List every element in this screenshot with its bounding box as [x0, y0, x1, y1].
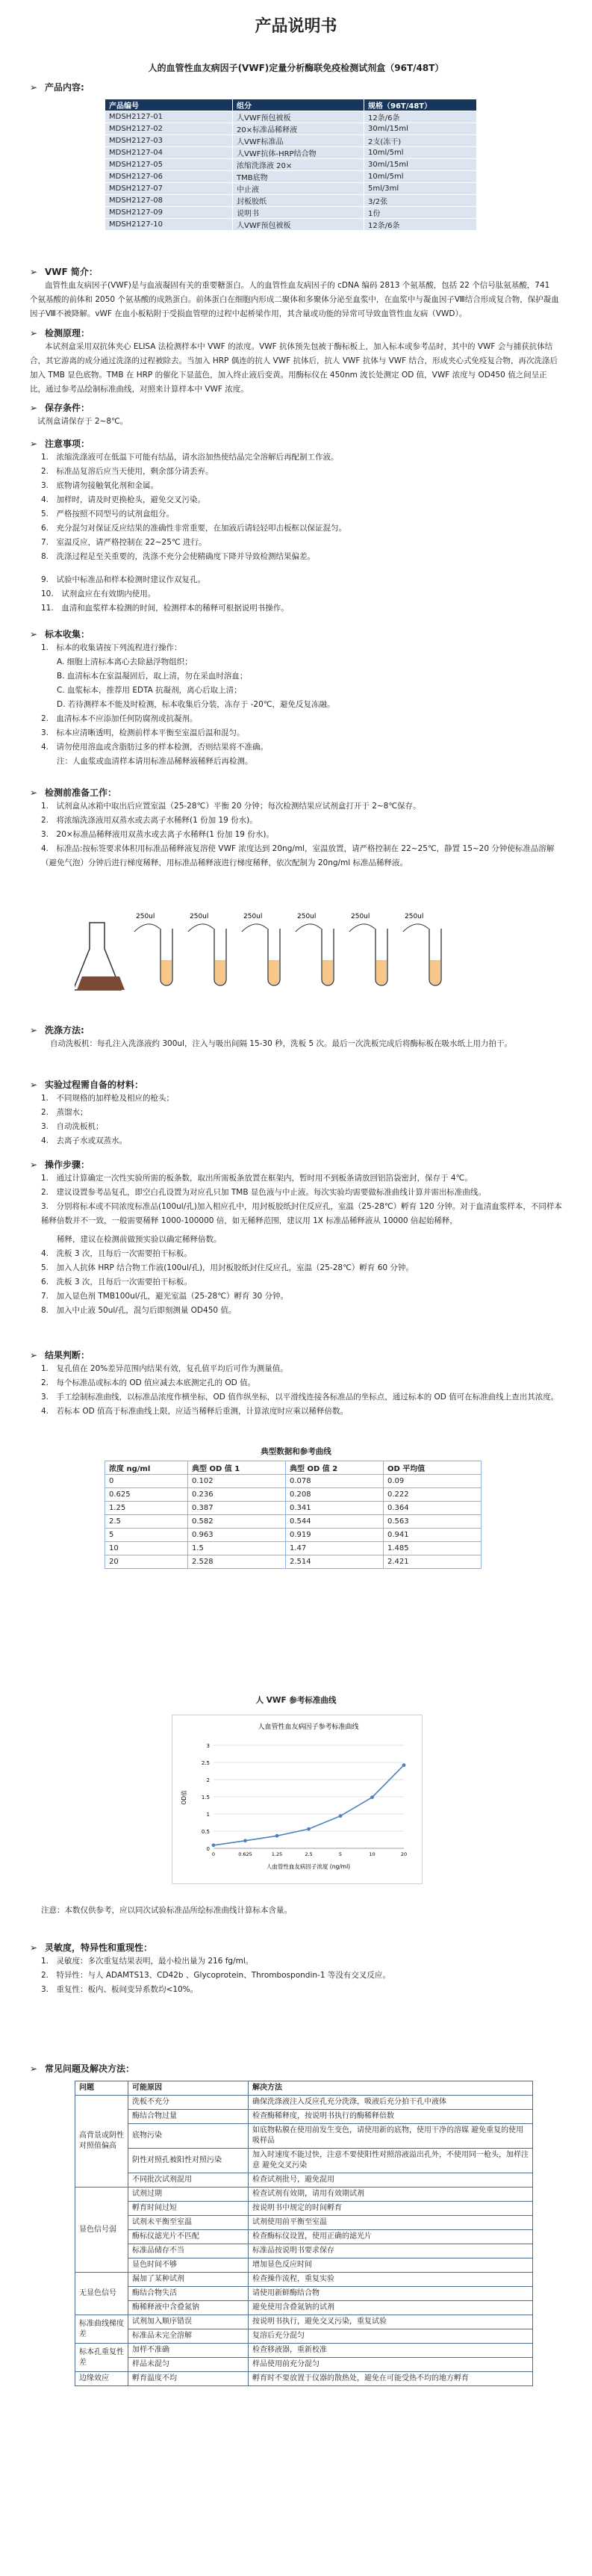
material-item: 3. 自动洗板机；: [41, 1122, 104, 1131]
std-table-cell: 0.341: [286, 1502, 384, 1515]
faq-table-row: [75, 2244, 533, 2258]
chart-y-tick: 2: [206, 1777, 210, 1783]
std-col-odavg: OD 平均值: [384, 1461, 482, 1475]
step-item: 7. 加入显色剂 TMB100ul/孔，避光室温（25-28℃）孵育 30 分钟。: [41, 1292, 289, 1301]
kit-table-row: [105, 147, 477, 159]
page-title: 产品说明书: [255, 17, 337, 36]
chart-caption: 人 VWF 参考标准曲线: [255, 1696, 337, 1705]
prep-item: 4. 标准品:按标签要求体积用标准品稀释液复溶使 VWF 浓度达到 20ng/ml，室温放置，请严格控制在 22~25℃，静置 15~20 分钟使标准品溶解（避免气泡）分钟后进行梯度稀释，用标准品稀释液进行梯度稀释，依次配制为 20ng/ml 标准品稀释液。: [41, 844, 555, 867]
std-table-cell: 0.387: [188, 1502, 286, 1515]
step-item: 4. 洗板 3 次，且每后一次需要拍干标板。: [41, 1249, 192, 1258]
faq-solution-cell: 按说明书执行，避免交叉污染，重复试验: [249, 2315, 533, 2329]
std-table-cell: 0.102: [188, 1475, 286, 1488]
kit-cell-id: MDSH2127-01: [105, 111, 233, 123]
section-sample-heading: ➢ 标本收集：: [30, 629, 90, 640]
std-table-cell: 1.25: [105, 1502, 188, 1515]
faq-table-row: [75, 2287, 533, 2301]
faq-table-row: [75, 2344, 533, 2358]
chart-y-tick: 3: [206, 1743, 210, 1749]
chart-title: 人血管性血友病因子参考标准曲线: [258, 1724, 359, 1731]
std-table-cell: 0.236: [188, 1488, 286, 1502]
arrow-icon: ➢: [30, 82, 38, 93]
chart-y-tick: 1.5: [201, 1795, 210, 1801]
faq-cause-cell: 酶结合物过量: [128, 2110, 249, 2124]
faq-solution-cell: 检查试剂批号，避免混用: [249, 2173, 533, 2188]
result-item: 3. 手工绘制标准曲线，以标准品浓度作横坐标，OD 值作纵坐标，以平滑线连接各标准品的坐标点，通过标本的 OD 值可在标准曲线上查出其浓度。: [41, 1393, 559, 1402]
faq-solution-cell: 请使用新鲜酶结合物: [249, 2287, 533, 2301]
faq-solution-cell: 增加显色反应时间: [249, 2258, 533, 2273]
chart-data-point: [212, 1843, 216, 1847]
kit-cell-component: 人VWF标准品: [233, 135, 364, 147]
std-table-cell: 0.941: [384, 1529, 482, 1542]
std-table-cell: 2.514: [286, 1555, 384, 1569]
transfer-arrow-icon: [403, 924, 429, 932]
faq-problem-cell: 高背景或阴性对照值偏高: [75, 2096, 128, 2188]
chart-x-tick: 1.25: [271, 1851, 283, 1857]
kit-cell-id: MDSH2127-10: [105, 219, 233, 231]
kit-cell-spec: 5ml/3ml: [364, 183, 477, 195]
faq-problem-cell: 无显色信号: [75, 2273, 128, 2315]
chart-data-point: [275, 1834, 279, 1838]
faq-table-row: [75, 2173, 533, 2188]
kit-cell-spec: 10ml/5ml: [364, 147, 477, 159]
chart-y-tick: 1: [206, 1812, 210, 1818]
std-table-cell: 0.222: [384, 1488, 482, 1502]
note-item: 8. 洗涤过程是至关重要的，洗涤不充分会使精确度下降并导致检测结果偏差。: [41, 552, 316, 561]
faq-solution-cell: 检查试剂有效期，请用有效期试剂: [249, 2188, 533, 2202]
section-principle-heading: ➢ 检测原理：: [30, 328, 90, 338]
std-table-cell: 2.5: [105, 1515, 188, 1529]
sample-item: 3. 标本应清晰透明，检测前样本平衡至室温后温和混匀。: [41, 728, 245, 737]
test-tube-icon: [376, 929, 387, 985]
step-item: 1. 通过计算确定一次性实验所需的板条数，取出所需板条放置在框架内，暂时用不到板条请放回铝箔袋密封，保存于 4℃。: [41, 1174, 473, 1183]
faq-table-wrap: [75, 2081, 533, 2386]
material-item: 2. 蒸馏水；: [41, 1108, 88, 1117]
kit-cell-spec: 12条/6条: [364, 219, 477, 231]
faq-problem-cell: 边缘效应: [75, 2372, 128, 2386]
kit-table-row: [105, 123, 477, 135]
faq-table-row: [75, 2096, 533, 2110]
kit-cell-component: 说明书: [233, 207, 364, 219]
kit-table-row: [105, 195, 477, 207]
std-table-cell: 0: [105, 1475, 188, 1488]
std-table-cell: 0.582: [188, 1515, 286, 1529]
transfer-volume-label: 250ul: [136, 913, 155, 920]
std-table-cell: 0.208: [286, 1488, 384, 1502]
chart-x-tick: 10: [369, 1851, 376, 1857]
kit-cell-id: MDSH2127-09: [105, 207, 233, 219]
transfer-arrow-icon: [296, 924, 321, 932]
arrow-icon: ➢: [30, 403, 38, 413]
faq-table-row: [75, 2188, 533, 2202]
transfer-volume-label: 250ul: [405, 913, 424, 920]
note-item: 10. 试剂盒应在有效期内使用。: [41, 589, 156, 598]
std-table-row: [105, 1515, 482, 1529]
performance-item: 3. 重复性：板内、板间变异系数均<10%。: [41, 1985, 199, 1994]
std-table-cell: 20: [105, 1555, 188, 1569]
kit-table-row: [105, 111, 477, 123]
faq-cause-cell: 试剂加入顺序错误: [128, 2315, 249, 2329]
sample-item: 2. 血清标本不应添加任何防腐剂或抗凝剂。: [41, 714, 198, 723]
std-table-cell: 0.625: [105, 1488, 188, 1502]
transfer-arrow-icon: [349, 924, 375, 932]
faq-cause-cell: 试剂未平衡至室温: [128, 2216, 249, 2230]
faq-cause-cell: 显色时间不够: [128, 2258, 249, 2273]
section-performance-heading: ➢ 灵敏度，特异性和重现性：: [30, 1942, 153, 1953]
std-table-cell: 0.364: [384, 1502, 482, 1515]
faq-cause-cell: 加样不准确: [128, 2344, 249, 2358]
faq-cause-cell: 标准品储存不当: [128, 2244, 249, 2258]
faq-problem-cell: 标本孔重复性差: [75, 2344, 128, 2372]
step-item: 5. 加入人抗体 HRP 结合物工作液(100ul/孔)，用封板胶纸封住反应孔，室温（25-28℃）孵育 60 分钟。: [41, 1263, 414, 1272]
chart-x-tick: 5: [338, 1851, 343, 1857]
chart-x-tick: 0: [211, 1851, 216, 1857]
faq-solution-cell: 复溶后充分混匀: [249, 2329, 533, 2344]
faq-solution-cell: 样品使用前充分混匀: [249, 2358, 533, 2372]
transfer-arrow-icon: [242, 924, 267, 932]
faq-solution-cell: 检查酶标仪设置，使用正确的滤光片: [249, 2230, 533, 2244]
kit-cell-spec: 12条/6条: [364, 111, 477, 123]
faq-table-row: [75, 2202, 533, 2216]
std-table-wrap: [105, 1461, 482, 1569]
sample-item: 4. 请勿使用溶血或含脂肪过多的样本检测，否则结果将不准确。: [41, 743, 269, 752]
arrow-icon: ➢: [30, 1159, 38, 1170]
std-table-row: [105, 1529, 482, 1542]
chart-series-line: [214, 1765, 404, 1845]
std-table-cell: 2.421: [384, 1555, 482, 1569]
kit-table-row: [105, 159, 477, 171]
kit-cell-component: 20×标准品稀释液: [233, 123, 364, 135]
transfer-volume-label: 250ul: [243, 913, 263, 920]
std-table-row: [105, 1502, 482, 1515]
note-item: 3. 底物请勿接触氧化剂和金属。: [41, 481, 159, 490]
kit-cell-spec: 1份: [364, 207, 477, 219]
std-table-cell: 0.09: [384, 1475, 482, 1488]
standard-curve-chart: [172, 1715, 423, 1884]
kit-cell-component: 中止液: [233, 183, 364, 195]
faq-cause-cell: 阴性对照孔被阳性对照污染: [128, 2149, 249, 2173]
faq-solution-cell: 试剂使用前平衡至室温: [249, 2216, 533, 2230]
faq-cause-cell: 底物污染: [128, 2124, 249, 2149]
kit-cell-component: 浓缩洗涤液 20×: [233, 159, 364, 171]
note-item: 1. 浓缩洗涤液可在低温下可能有结晶，请水浴加热使结晶完全溶解后再配制工作液。: [41, 453, 339, 462]
note-item: 6. 充分混匀对保证反应结果的准确性非常重要，在加液后请轻轻叩击板框以保证混匀。: [41, 524, 347, 533]
faq-solution-cell: 如底物粘膜在使用前发生变色，请使用新的底物，使用干净的溶媒 避免重复的使用 吸样品: [249, 2124, 533, 2149]
transfer-volume-label: 250ul: [351, 913, 370, 920]
faq-cause-cell: 酶稀释液中含叠氮钠: [128, 2301, 249, 2315]
faq-cause-cell: 孵育时间过短: [128, 2202, 249, 2216]
transfer-volume-label: 250ul: [190, 913, 209, 920]
std-col-od1: 典型 OD 值 1: [188, 1461, 286, 1475]
prep-list: [41, 799, 564, 870]
std-table-header: [105, 1461, 482, 1475]
faq-table-row: [75, 2301, 533, 2315]
performance-item: 1. 灵敏度：多次重复结果表明，最小检出量为 216 fg/ml。: [41, 1957, 254, 1966]
kit-cell-component: TMB底物: [233, 171, 364, 183]
kit-cell-spec: 30ml/15ml: [364, 159, 477, 171]
kit-col-component: 组分: [233, 99, 364, 111]
arrow-icon: ➢: [30, 1080, 38, 1090]
step-item: 6. 洗板 3 次，且每后一次需要拍干标板。: [41, 1278, 192, 1287]
faq-cause-cell: 标准品未完全溶解: [128, 2329, 249, 2344]
sample-list: [41, 641, 564, 769]
wash-text: 自动洗板机：每孔注入洗涤液约 300ul，注入与吸出间隔 15-30 秒，洗板 5 次。最后一次洗板完成后将酶标板在吸水纸上用力拍干。: [50, 1039, 512, 1048]
section-wash-heading: ➢ 洗涤方法:: [30, 1025, 84, 1035]
result-item: 4. 若标本 OD 值高于标准曲线上限，应适当稀释后重测，计算浓度时应乘以稀释倍数。: [41, 1407, 349, 1416]
test-tube-icon: [161, 929, 172, 985]
section-materials-heading: ➢ 实验过程需自备的材料：: [30, 1080, 144, 1090]
kit-cell-component: 人VWF抗体-HRP结合物: [233, 147, 364, 159]
storage-text: 试剂盒请保存于 2~8℃。: [37, 417, 128, 426]
kit-col-spec: 规格（96T/48T）: [364, 99, 477, 111]
chart-data-point: [307, 1827, 311, 1831]
chart-y-tick: 0.5: [201, 1829, 210, 1835]
faq-table-row: [75, 2110, 533, 2124]
faq-table-row: [75, 2358, 533, 2372]
chart-x-tick: 0.625: [238, 1851, 252, 1857]
chart-svg: [172, 1715, 422, 1883]
note-item: 9. 试验中标准品和样本检测时建议作双复孔。: [41, 575, 206, 584]
faq-table-header: [75, 2081, 533, 2096]
faq-col-problem: 问题: [75, 2081, 128, 2096]
std-table-cell: 0.919: [286, 1529, 384, 1542]
kit-cell-spec: 3/2张: [364, 195, 477, 207]
transfer-arrow-icon: [134, 924, 160, 932]
step-item: 稀释，建议在检测前做预实验以确定稀释倍数。: [41, 1235, 222, 1244]
prep-item: 3. 20×标准品稀释液用双蒸水或去离子水稀释(1 份加 19 份水)。: [41, 830, 274, 839]
faq-problem-cell: 显色信号弱: [75, 2188, 128, 2273]
kit-table-row: [105, 183, 477, 195]
transfer-volume-label: 250ul: [297, 913, 317, 920]
kit-cell-component: 封板胶纸: [233, 195, 364, 207]
std-col-od2: 典型 OD 值 2: [286, 1461, 384, 1475]
kit-cell-component: 人VWF预包被板: [233, 111, 364, 123]
note-item: 2. 标准品复溶后应当天使用，剩余部分请丢弃。: [41, 467, 214, 476]
sample-item: 1. 标本的收集请按下列流程进行操作：: [41, 643, 182, 652]
faq-solution-cell: 加入时速度不能过快，注意不要使阳性对照溶液溢出孔外，不使用同一枪头，加样注意 避免交叉污染: [249, 2149, 533, 2173]
test-tube-icon: [214, 929, 226, 985]
faq-table-row: [75, 2230, 533, 2244]
sample-item: A. 细胞上清标本离心去除悬浮物组织；: [41, 657, 193, 666]
faq-cause-cell: 孵育温度不均: [128, 2372, 249, 2386]
kit-cell-id: MDSH2127-08: [105, 195, 233, 207]
std-table-cell: 0.544: [286, 1515, 384, 1529]
prep-item: 1. 试剂盒从冰箱中取出后应置室温（25-28℃）平衡 20 分钟；每次检测结果应试剂盒打开于 2~8℃保存。: [41, 802, 421, 811]
note-item: 7. 室温反应，请严格控制在 22~25℃ 进行。: [41, 538, 207, 547]
vwf-intro-text: 血管性血友病因子(VWF)是与血液凝固有关的重要糖蛋白。人的血管性血友病因子的 cDNA 编码 2813 个氨基酸，包括 22 个信号肽氨基酸，741 个氨基酸的前体和 2050 个氨基酸的成熟蛋白。前体蛋白在细胞内形成二聚体和多聚体分泌至血浆中，在血浆中与凝血因子Ⅷ结合形成复合物，保护凝血因子Ⅷ不被降解。vWF 在血小板粘附于受损血管壁的过程中起桥梁作用，其含量或功能的异常可导致血管性血友病（VWD）。: [30, 281, 559, 318]
std-table-cell: 0.963: [188, 1529, 286, 1542]
arrow-icon: ➢: [30, 629, 38, 640]
arrow-icon: ➢: [30, 439, 38, 449]
kit-table-header: [105, 99, 477, 111]
sample-item: 注：人血浆或血清样本请用标准品稀释液稀释后再检测。: [41, 757, 253, 766]
kit-table-row: [105, 207, 477, 219]
step-item: 8. 加入中止液 50ul/孔，混匀后即刻测量 OD450 值。: [41, 1306, 237, 1315]
faq-cause-cell: 洗板不充分: [128, 2096, 249, 2110]
flask-icon: [75, 923, 125, 990]
kit-cell-id: MDSH2127-03: [105, 135, 233, 147]
chart-data-point: [243, 1839, 247, 1842]
kit-table-wrap: [105, 99, 477, 231]
std-table-row: [105, 1542, 482, 1555]
kit-cell-id: MDSH2127-02: [105, 123, 233, 135]
faq-solution-cell: 标准品按说明书要求保存: [249, 2244, 533, 2258]
test-tube-icon: [322, 929, 334, 985]
std-table-cell: 10: [105, 1542, 188, 1555]
faq-solution-cell: 按说明书中规定的时间孵育: [249, 2202, 533, 2216]
steps-list: [41, 1171, 564, 1318]
std-table-cell: 1.47: [286, 1542, 384, 1555]
faq-solution-cell: 检查酶稀释度，按说明书执行的酶稀释倍数: [249, 2110, 533, 2124]
std-table-caption: 典型数据和参考曲线: [261, 1447, 331, 1456]
result-list: [41, 1362, 564, 1419]
faq-table-row: [75, 2216, 533, 2230]
chart-data-point: [402, 1763, 406, 1767]
arrow-icon: ➢: [30, 267, 38, 277]
performance-item: 2. 特异性：与人 ADAMTS13、CD42b 、Glycoprotein、Thrombospondin-1 等没有交叉反应。: [41, 1971, 390, 1980]
chart-data-point: [370, 1795, 374, 1799]
test-tube-icon: [268, 929, 280, 985]
faq-solution-cell: 检查操作流程，重复实验: [249, 2273, 533, 2287]
arrow-icon: ➢: [30, 328, 38, 338]
note-item: 11. 血清和血浆样本检测的时间，检测样本的稀释可根据说明书操作。: [41, 604, 289, 613]
std-table-cell: 0.563: [384, 1515, 482, 1529]
dilution-diagram: [75, 908, 493, 1005]
faq-table-row: [75, 2258, 533, 2273]
kit-cell-spec: 30ml/15ml: [364, 123, 477, 135]
faq-table: [75, 2081, 533, 2386]
kit-table-row: [105, 171, 477, 183]
chart-x-label: 人血管性血友病因子浓度 (ng/ml): [266, 1863, 351, 1870]
kit-cell-spec: 10ml/5ml: [364, 171, 477, 183]
std-table-cell: 0.078: [286, 1475, 384, 1488]
page-subtitle: 人的血管性血友病因子(VWF)定量分析酶联免疫检测试剂盒（96T/48T）: [148, 63, 444, 73]
faq-cause-cell: 试剂过期: [128, 2188, 249, 2202]
arrow-icon: ➢: [30, 1025, 38, 1035]
note-item: 4. 加样时，请及时更换枪头，避免交叉污染。: [41, 495, 206, 504]
faq-table-row: [75, 2149, 533, 2173]
kit-cell-id: MDSH2127-07: [105, 183, 233, 195]
arrow-icon: ➢: [30, 787, 38, 798]
std-table-cell: 1.5: [188, 1542, 286, 1555]
material-item: 4. 去离子水或双蒸水。: [41, 1136, 128, 1145]
section-prep-heading: ➢ 检测前准备工作：: [30, 787, 117, 798]
kit-table-row: [105, 135, 477, 147]
faq-table-row: [75, 2329, 533, 2344]
std-table-row: [105, 1555, 482, 1569]
std-table: [105, 1461, 482, 1569]
result-item: 1. 复孔值在 20%差异范围内结果有效，复孔值平均后可作为测量值。: [41, 1364, 288, 1373]
materials-list: [41, 1092, 564, 1148]
kit-table-row: [105, 219, 477, 231]
chart-y-tick: 0: [206, 1846, 210, 1852]
step-item: 2. 建议设置参考品复孔，即空白孔设置为对应孔只加 TMB 显色液与中止液。每次实验均需要做标准曲线计算并需出标准曲线。: [41, 1188, 486, 1197]
chart-note: 注意：本数仅供参考，应以同次试验标准品所绘标准曲线计算标本含量。: [41, 1906, 292, 1915]
kit-col-id: 产品编号: [105, 99, 233, 111]
section-vwf-heading: ➢ VWF 简介：: [30, 267, 98, 277]
chart-y-tick: 2.5: [201, 1760, 210, 1766]
transfer-arrow-icon: [188, 924, 214, 932]
faq-cause-cell: 漏加了某种试剂: [128, 2273, 249, 2287]
arrow-icon: ➢: [30, 1350, 38, 1360]
section-kit-heading: ➢ 产品内容:: [30, 82, 84, 93]
note-item: 5. 严格按照不同型号的试剂盒组分。: [41, 510, 175, 518]
faq-col-cause: 可能原因: [128, 2081, 249, 2096]
chart-y-label: OD值: [181, 1790, 187, 1805]
faq-cause-cell: 不同批次试剂混用: [128, 2173, 249, 2188]
arrow-icon: ➢: [30, 2063, 38, 2074]
std-col-conc: 浓度 ng/ml: [105, 1461, 188, 1475]
notes-list: [41, 451, 564, 616]
kit-cell-id: MDSH2127-04: [105, 147, 233, 159]
chart-data-point: [339, 1814, 343, 1818]
kit-table: [105, 99, 477, 231]
kit-cell-component: 人VWF预包被板: [233, 219, 364, 231]
sample-item: B. 血清标本在室温凝固后，取上清，勿在采血时溶血；: [41, 672, 248, 681]
faq-table-row: [75, 2372, 533, 2386]
test-tube-icon: [429, 929, 441, 985]
faq-problem-cell: 标准曲线梯度差: [75, 2315, 128, 2344]
std-table-cell: 1.485: [384, 1542, 482, 1555]
performance-list: [41, 1954, 564, 1997]
kit-cell-spec: 2支(冻干): [364, 135, 477, 147]
std-table-row: [105, 1475, 482, 1488]
faq-cause-cell: 样品未混匀: [128, 2358, 249, 2372]
material-item: 1. 不同规格的加样枪及相应的枪头；: [41, 1094, 175, 1103]
step-item: 3. 分别将标本或不同浓度标准品(100ul/孔)加入相应孔中，用封板胶纸封住反应孔，室温（25-28℃）孵育 120 分钟。对于血清血浆样本，不同样本稀释倍数并不一致，一般需要稀释 1000-100000 倍，如无稀释范围，建议用 1X 标准品稀释液从 10000 倍起始稀释，: [41, 1202, 562, 1225]
faq-solution-cell: 避免使用含叠氮钠的试剂: [249, 2301, 533, 2315]
section-storage-heading: ➢ 保存条件：: [30, 403, 90, 413]
faq-solution-cell: 确保洗涤液注入反应孔充分洗涤，吸液后充分拍干孔中液体: [249, 2096, 533, 2110]
std-table-cell: 5: [105, 1529, 188, 1542]
kit-cell-id: MDSH2127-05: [105, 159, 233, 171]
faq-table-row: [75, 2315, 533, 2329]
faq-cause-cell: 酶标仪滤光片不匹配: [128, 2230, 249, 2244]
faq-solution-cell: 检查移液器，重新校准: [249, 2344, 533, 2358]
chart-x-tick: 20: [400, 1851, 408, 1857]
section-steps-heading: ➢ 操作步骤：: [30, 1159, 90, 1170]
kit-cell-id: MDSH2127-06: [105, 171, 233, 183]
sample-item: D. 若待测样本不能及时检测，标本收集后分装，冻存于 -20℃，避免反复冻融。: [41, 700, 335, 709]
section-faq-heading: ➢ 常见问题及解决方法：: [30, 2063, 135, 2074]
std-table-cell: 2.528: [188, 1555, 286, 1569]
principle-text: 本试剂盒采用双抗体夹心 ELISA 法检测样本中 VWF 的浓度。VWF 抗体预先包被于酶标板上，加入标本或参考品时，其中的 VWF 会与捕获抗体结合，其它游离的成分通过洗涤的过程被除去。当加入 HRP 偶连的抗人 VWF 抗体后，抗人 VWF 抗体与 VWF 结合，形成夹心式免疫复合物，再次洗涤后加入 TMB 显色底物。TMB 在 HRP 的催化下显蓝色，加入终止液后变黄。用酶标仪在 450nm 波长处测定 OD 值，VWF 浓度与 OD450 值之间呈正比，通过参考品绘制标准曲线，对照来计算样本中 VWF 浓度。: [30, 342, 558, 394]
faq-table-row: [75, 2273, 533, 2287]
result-item: 2. 每个标准品或标本的 OD 值应减去本底测定孔的 OD 值。: [41, 1378, 256, 1387]
section-notes-heading: ➢ 注意事项：: [30, 439, 90, 449]
faq-table-row: [75, 2124, 533, 2149]
arrow-icon: ➢: [30, 1942, 38, 1953]
faq-col-solution: 解决方法: [249, 2081, 533, 2096]
prep-item: 2. 将浓缩洗涤液用双蒸水或去离子水稀释(1 份加 19 份水)。: [41, 816, 258, 825]
std-table-row: [105, 1488, 482, 1502]
sample-item: C. 血浆标本，推荐用 EDTA 抗凝剂，离心后取上清；: [41, 686, 242, 695]
faq-solution-cell: 孵育时不要放置于仪器的散热处，避免在可能受热不均的地方孵育: [249, 2372, 533, 2386]
faq-cause-cell: 酶结合物失活: [128, 2287, 249, 2301]
section-result-heading: ➢ 结果判断：: [30, 1350, 90, 1360]
chart-x-tick: 2.5: [305, 1851, 313, 1857]
